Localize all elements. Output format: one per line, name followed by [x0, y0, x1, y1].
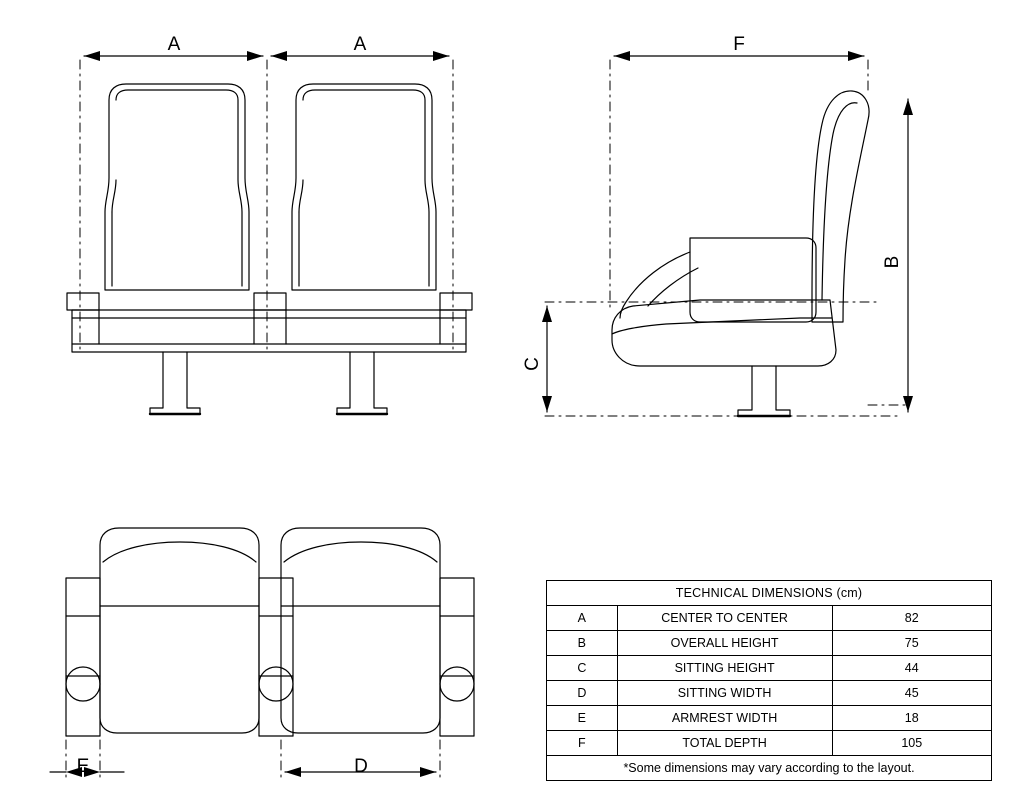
side-view: [542, 51, 913, 416]
front-view: [67, 51, 472, 414]
row-key: B: [547, 631, 618, 656]
table-footnote: *Some dimensions may vary according to the layout.: [547, 756, 992, 781]
row-key: D: [547, 681, 618, 706]
table-row: [547, 631, 992, 656]
table-row: [547, 731, 992, 756]
row-description: CENTER TO CENTER: [617, 606, 832, 631]
table-footnote-row: [547, 756, 992, 781]
row-key: A: [547, 606, 618, 631]
dimension-label-b: B: [882, 255, 903, 269]
row-description: OVERALL HEIGHT: [617, 631, 832, 656]
row-description: SITTING WIDTH: [617, 681, 832, 706]
row-description: ARMREST WIDTH: [617, 706, 832, 731]
row-value: 44: [832, 656, 992, 681]
top-view: [50, 528, 474, 782]
row-value: 75: [832, 631, 992, 656]
row-value: 105: [832, 731, 992, 756]
row-key: C: [547, 656, 618, 681]
row-key: E: [547, 706, 618, 731]
dimension-label-a-left: A: [167, 34, 181, 55]
table-row: [547, 681, 992, 706]
table-title-row: [547, 581, 992, 606]
row-value: 82: [832, 606, 992, 631]
table-row: [547, 656, 992, 681]
dimension-label-d: D: [354, 756, 368, 777]
row-description: TOTAL DEPTH: [617, 731, 832, 756]
dimension-label-e: E: [76, 756, 90, 777]
technical-dimensions-table: [546, 580, 992, 781]
table-title: TECHNICAL DIMENSIONS (cm): [547, 581, 992, 606]
row-value: 18: [832, 706, 992, 731]
row-description: SITTING HEIGHT: [617, 656, 832, 681]
dimension-label-f: F: [733, 34, 745, 55]
table-row: [547, 706, 992, 731]
row-key: F: [547, 731, 618, 756]
table-row: [547, 606, 992, 631]
dimension-line-b: [903, 99, 913, 412]
row-value: 45: [832, 681, 992, 706]
dimension-label-c: C: [522, 357, 543, 371]
dimension-label-a-right: A: [353, 34, 367, 55]
dimension-line-c: [542, 306, 552, 412]
